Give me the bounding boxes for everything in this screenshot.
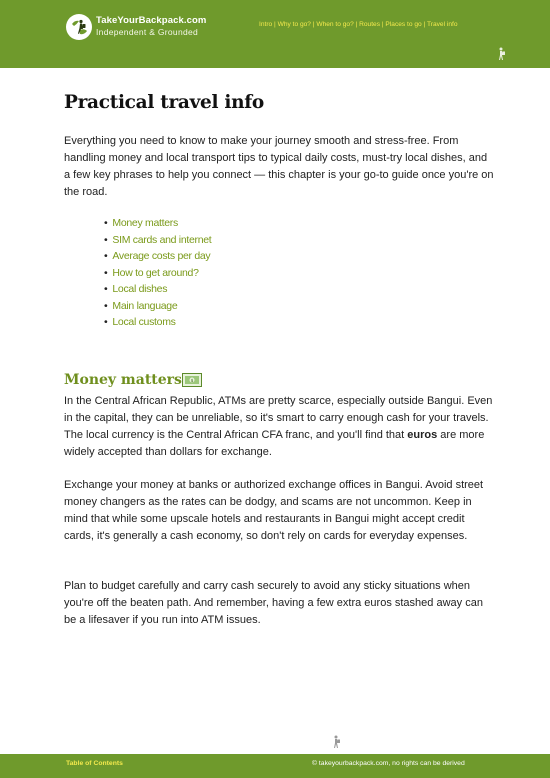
money-icon [182,373,202,392]
brand-tagline: Independent & Grounded [96,27,199,37]
money-paragraph-1-text: In the Central African Republic, ATMs are pretty scarce, especially outside Bangui. Even in the capital, they can be unreliable, so it's smart to carry enough cash for your travels. The local currency is the Central African CFA franc, and you'll find that [64,395,493,441]
money-paragraph-2: Exchange your money at banks or authorized exchange offices in Bangui. Avoid street money changers as the rates can be dodgy, and scams are not uncommon. Keep in mind that while some upscale hotels and restaurants in Bangui might accept credit cards, it's generally a cash economy, so don't rely on cards for everyday expenses. [64,479,484,542]
money-paragraph-3: Plan to budget carefully and carry cash securely to avoid any sticky situations when you're off the beaten path. And remember, having a few extra euros stashed away can be a lifesaver if you run into ATM issues. [64,580,483,626]
globe-hiker-logo-icon [66,14,92,40]
intro-paragraph: Everything you need to know to make your journey smooth and stress-free. From handling money and local transport tips to typical daily costs, must-try local dishes, and a few key phrases to help you connect — this chapter is your go-to guide once you're on the road. [64,135,494,198]
toc-link-money-matters[interactable]: • Money matters [104,215,211,232]
logo[interactable] [66,14,92,40]
hiker-icon [495,47,507,66]
toc-link-sim-cards[interactable]: • SIM cards and internet [104,232,211,249]
nav-separator: | [353,21,358,28]
section-title-money-matters: Money matters [64,372,182,388]
money-paragraph-1 [64,393,494,461]
toc-link-average-costs[interactable]: • Average costs per day [104,248,211,265]
nav-separator: | [380,21,384,28]
nav-item-why-to-go[interactable]: Why to go? [277,21,311,28]
footer-hiker-icon [330,735,342,754]
toc-link-local-dishes[interactable]: • Local dishes [104,281,211,298]
copyright-text: © takeyourbackpack.com, no rights can be derived [312,760,465,767]
nav-item-when-to-go[interactable]: When to go? [316,21,354,28]
nav-item-intro[interactable]: Intro [259,21,273,28]
page-title: Practical travel info [64,92,264,113]
nav-separator: | [310,21,315,28]
nav-item-travel-info[interactable]: Travel info [426,21,458,28]
nav-item-routes[interactable]: Routes [359,21,381,28]
nav-separator: | [421,21,426,28]
chapter-toc [104,215,211,331]
table-of-contents-link[interactable]: Table of Contents [66,760,123,767]
nav-item-places-to-go[interactable]: Places to go [385,21,422,28]
svg-text:$: $ [190,379,194,384]
nav-separator: | [272,21,276,28]
euros-emphasis: euros [407,429,438,441]
money-paragraph-1-end: are more widely accepted than dollars for exchange. [64,429,485,458]
top-navigation [259,21,458,28]
brand-name[interactable]: TakeYourBackpack.com [96,15,207,26]
toc-link-get-around[interactable]: • How to get around? [104,265,211,282]
toc-link-main-language[interactable]: • Main language [104,298,211,315]
toc-link-local-customs[interactable]: • Local customs [104,314,211,331]
